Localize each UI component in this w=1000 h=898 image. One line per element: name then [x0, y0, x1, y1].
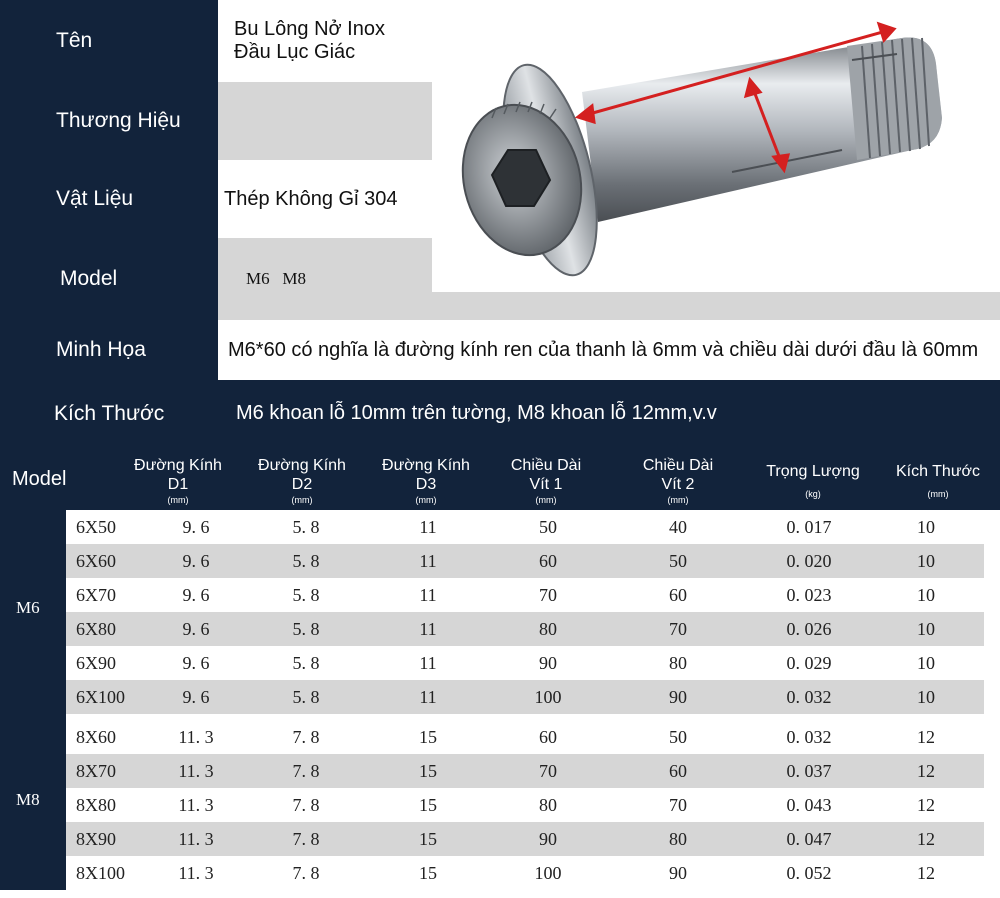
cell-d3: 15: [419, 863, 437, 883]
table-row: [66, 646, 984, 680]
cell-kg: 0. 017: [786, 517, 832, 537]
cell-model: 6X70: [76, 585, 116, 605]
cell-l1: 60: [539, 551, 557, 571]
cell-d3: 11: [419, 517, 437, 537]
cell-kg: 0. 032: [786, 687, 832, 707]
cell-l2: 50: [669, 727, 687, 747]
cell-d1: 9. 6: [182, 619, 210, 639]
cell-d1: 11. 3: [178, 829, 214, 849]
table-row: [66, 578, 984, 612]
illustration-value: M6*60 có nghĩa là đường kính ren của thanh là 6mm và chiều dài dưới đầu là 60mm: [218, 320, 1000, 380]
cell-l2: 80: [669, 653, 687, 673]
header-length2-line2: Vít 2: [661, 476, 695, 493]
header-weight-unit: (kg): [805, 489, 821, 499]
cell-d2: 5. 8: [292, 551, 320, 571]
cell-model: 6X50: [76, 517, 116, 537]
table-row: [66, 680, 984, 714]
group-cell-m6: [0, 510, 66, 712]
cell-size: 10: [917, 585, 935, 605]
bolt-photo: [432, 0, 1000, 312]
name-value: [218, 0, 432, 82]
material-value: Thép Không Gỉ 304: [218, 160, 432, 238]
cell-model: 8X60: [76, 727, 116, 747]
cell-l1: 70: [539, 761, 557, 781]
header-d1: [120, 456, 236, 518]
size-value: M6 khoan lỗ 10mm trên tường, M8 khoan lỗ 12mm,v.v: [236, 402, 717, 424]
header-length1-line1: Chiều Dài: [510, 457, 582, 474]
cell-kg: 0. 037: [786, 761, 832, 781]
cell-kg: 0. 026: [786, 619, 832, 639]
cell-l1: 90: [539, 653, 557, 673]
model-value-cell: [218, 238, 432, 320]
header-d1-line2: D1: [167, 476, 189, 493]
size-row: [0, 380, 1000, 448]
cell-l2: 70: [669, 795, 687, 815]
cell-kg: 0. 029: [786, 653, 832, 673]
cell-d1: 11. 3: [178, 761, 214, 781]
header-model: Model: [12, 468, 67, 490]
cell-size: 10: [917, 619, 935, 639]
header-length2-unit: (mm): [667, 495, 689, 505]
cell-size: 12: [917, 829, 935, 849]
cell-d2: 7. 8: [292, 727, 320, 747]
cell-d1: 9. 6: [182, 653, 210, 673]
cell-kg: 0. 032: [786, 727, 832, 747]
cell-d3: 11: [419, 551, 437, 571]
cell-model: 6X100: [76, 687, 125, 707]
header-d3-unit: (mm): [415, 495, 437, 505]
cell-l2: 90: [669, 863, 687, 883]
table-row: [66, 788, 984, 822]
cell-kg: 0. 043: [786, 795, 832, 815]
cell-d3: 15: [419, 795, 437, 815]
cell-size: 10: [917, 551, 935, 571]
cell-l2: 60: [669, 585, 687, 605]
header-length2: [622, 456, 734, 518]
table-row: [66, 822, 984, 856]
group-cell-m8: [0, 712, 66, 890]
cell-l1: 100: [534, 863, 562, 883]
brand-value: [218, 82, 432, 160]
name-value-line2: Đầu Lục Giác: [234, 41, 356, 63]
cell-l1: 50: [539, 517, 557, 537]
cell-l1: 70: [539, 585, 557, 605]
cell-model: 8X80: [76, 795, 116, 815]
group-label-m8: M8: [16, 790, 40, 809]
cell-l1: 80: [539, 795, 557, 815]
cell-l1: 90: [539, 829, 557, 849]
cell-d3: 11: [419, 585, 437, 605]
cell-d2: 5. 8: [292, 653, 320, 673]
cell-d1: 11. 3: [178, 795, 214, 815]
cell-d1: 9. 6: [182, 551, 210, 571]
cell-d2: 5. 8: [292, 687, 320, 707]
header-length1-line2: Vít 1: [529, 476, 563, 493]
header-d2-unit: (mm): [291, 495, 313, 505]
group-label-m6: M6: [16, 598, 40, 617]
cell-d2: 5. 8: [292, 517, 320, 537]
cell-d1: 9. 6: [182, 585, 210, 605]
cell-size: 12: [917, 863, 935, 883]
cell-l2: 80: [669, 829, 687, 849]
table-row: [66, 612, 984, 646]
cell-kg: 0. 023: [786, 585, 832, 605]
cell-model: 8X90: [76, 829, 116, 849]
cell-l2: 90: [669, 687, 687, 707]
cell-d3: 15: [419, 727, 437, 747]
header-size-unit: (mm): [927, 489, 949, 499]
model-value: M6 M8: [246, 269, 306, 288]
cell-size: 10: [917, 517, 935, 537]
cell-size: 12: [917, 795, 935, 815]
header-weight-line1: Trọng Lượng: [766, 463, 860, 480]
cell-d2: 7. 8: [292, 761, 320, 781]
cell-l2: 50: [669, 551, 687, 571]
cell-l1: 80: [539, 619, 557, 639]
cell-d3: 11: [419, 687, 437, 707]
cell-model: 6X90: [76, 653, 116, 673]
cell-model: 8X100: [76, 863, 125, 883]
table-row: [66, 510, 984, 544]
cell-d2: 7. 8: [292, 829, 320, 849]
cell-d1: 11. 3: [178, 863, 214, 883]
illustration-label: Minh Họa: [0, 320, 218, 380]
cell-l2: 40: [669, 517, 687, 537]
cell-d2: 5. 8: [292, 619, 320, 639]
name-label: Tên: [0, 0, 218, 82]
header-d1-unit: (mm): [167, 495, 189, 505]
header-d3-line2: D3: [415, 476, 437, 493]
cell-l2: 60: [669, 761, 687, 781]
cell-kg: 0. 020: [786, 551, 832, 571]
header-d3-line1: Đường Kính: [382, 457, 470, 474]
cell-l2: 70: [669, 619, 687, 639]
cell-model: 8X70: [76, 761, 116, 781]
material-label: Vật Liệu: [0, 160, 218, 238]
size-label: Kích Thước: [54, 402, 165, 425]
header-d2-line2: D2: [291, 476, 313, 493]
header-length2-line1: Chiều Dài: [642, 457, 714, 474]
cell-d1: 11. 3: [178, 727, 214, 747]
table-row: [66, 856, 984, 890]
cell-size: 12: [917, 761, 935, 781]
cell-d3: 11: [419, 653, 437, 673]
table-row: [66, 754, 984, 788]
cell-d3: 15: [419, 761, 437, 781]
cell-model: 6X60: [76, 551, 116, 571]
cell-kg: 0. 052: [786, 863, 832, 883]
cell-d2: 5. 8: [292, 585, 320, 605]
cell-d2: 7. 8: [292, 795, 320, 815]
header-length1: [490, 456, 602, 518]
name-value-line1: Bu Lông Nở Inox: [234, 18, 385, 40]
header-length1-unit: (mm): [535, 495, 557, 505]
cell-d1: 9. 6: [182, 687, 210, 707]
cell-model: 6X80: [76, 619, 116, 639]
header-size-line1: Kích Thước: [895, 463, 981, 480]
table-row: [66, 544, 984, 578]
cell-l1: 60: [539, 727, 557, 747]
model-label: Model: [0, 238, 218, 320]
header-d2-line1: Đường Kính: [258, 457, 346, 474]
cell-d1: 9. 6: [182, 517, 210, 537]
table-row: [66, 720, 984, 754]
cell-kg: 0. 047: [786, 829, 832, 849]
cell-size: 12: [917, 727, 935, 747]
cell-d2: 7. 8: [292, 863, 320, 883]
cell-size: 10: [917, 653, 935, 673]
cell-d3: 11: [419, 619, 437, 639]
header-d1-line1: Đường Kính: [134, 457, 222, 474]
brand-label: Thương Hiệu: [0, 82, 218, 160]
cell-size: 10: [917, 687, 935, 707]
header-d3: [368, 456, 484, 518]
cell-l1: 100: [534, 687, 562, 707]
header-d2: [244, 456, 360, 518]
cell-d3: 15: [419, 829, 437, 849]
